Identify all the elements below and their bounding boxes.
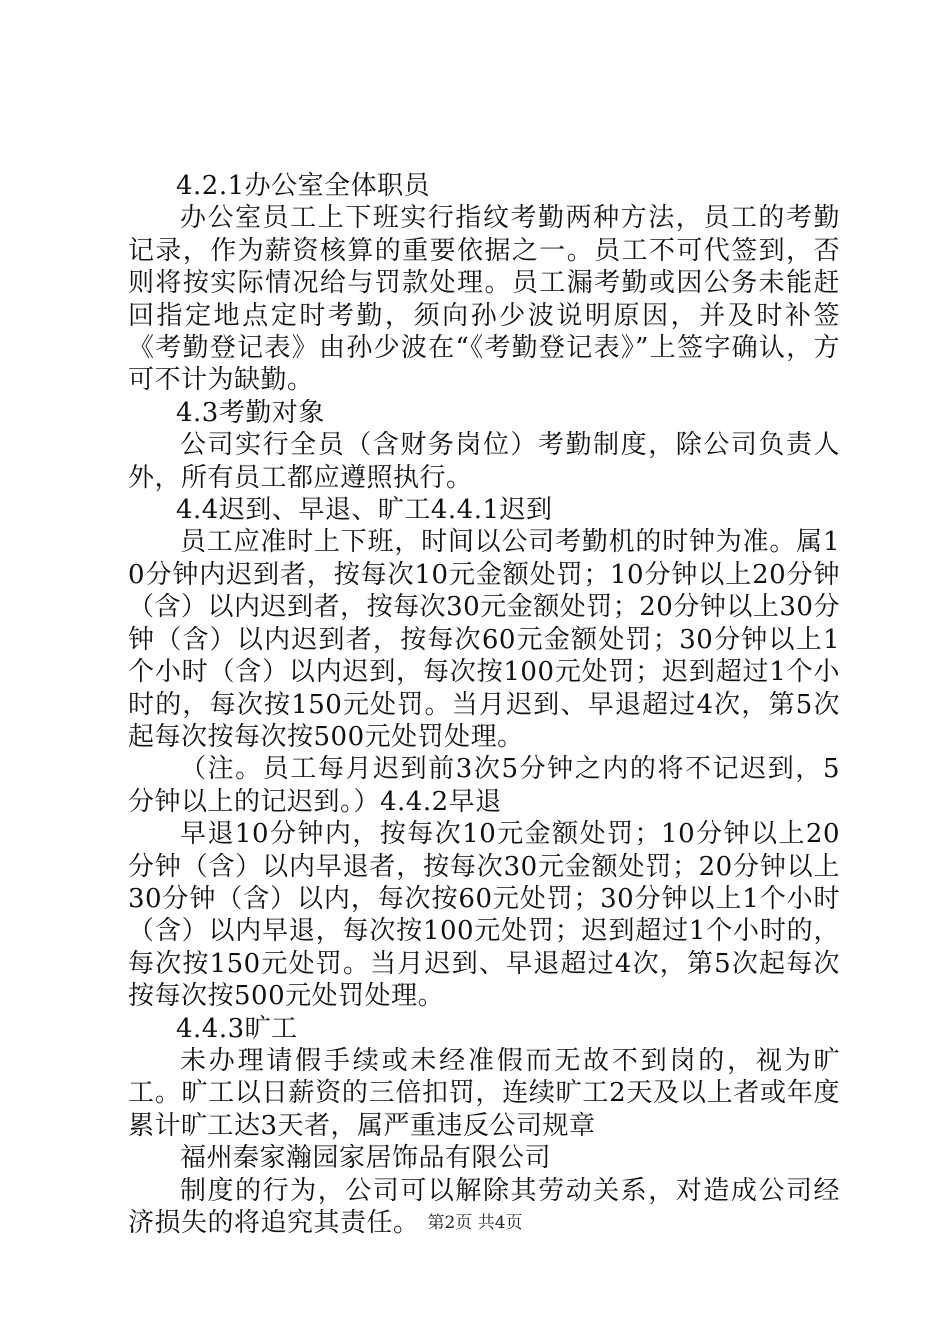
- company-name: 福州秦家瀚园家居饰品有限公司: [180, 1143, 552, 1174]
- section-heading-4-4: 4.4迟到、早退、旷工4.4.1迟到: [176, 495, 553, 526]
- section-heading-4-3: 4.3考勤对象: [176, 397, 325, 428]
- section-heading-4-4-3: 4.4.3旷工: [176, 1013, 298, 1044]
- paragraph-attendance-scope: 公司实行全员（含财务岗位）考勤制度，除公司负责人外，所有员工都应遵照执行。: [128, 430, 840, 493]
- paragraph-termination: 制度的行为，公司可以解除其劳动关系，对造成公司经济损失的将追究其责任。: [128, 1175, 840, 1238]
- paragraph-absenteeism: 未办理请假手续或未经准假而无故不到岗的，视为旷工。旷工以日薪资的三倍扣罚，连续旷工2天及以上者或年度累计旷工达3天者，属严重违反公司规章: [128, 1045, 840, 1141]
- paragraph-early-leave-penalties: 早退10分钟内，按每次10元金额处罚；10分钟以上20分钟（含）以内早退者，按每次30元金额处罚；20分钟以上30分钟（含）以内，每次按60元处罚；30分钟以上1个小时（含）以内早退，每次按100元处罚；迟到超过1个小时的，每次按150元处罚。当月迟到、早退超过4次，第5次起每次按每次按500元处罚处理。: [128, 819, 840, 1012]
- page-number-footer: 第2页 共4页: [427, 1213, 523, 1233]
- paragraph-office-attendance: 办公室员工上下班实行指纹考勤两种方法，员工的考勤记录，作为薪资核算的重要依据之一。员工不可代签到，否则将按实际情况给与罚款处理。员工漏考勤或因公务未能赶回指定地点定时考勤，须向孙少波说明原因，并及时补签《考勤登记表》由孙少波在“《考勤登记表》”上签字确认，方可不计为缺勤。: [128, 203, 840, 396]
- document-body: [128, 170, 840, 1239]
- paragraph-note-early-leave: （注。员工每月迟到前3次5分钟之内的将不记迟到，5分钟以上的记迟到。）4.4.2早退: [128, 754, 840, 817]
- section-heading-4-2-1: 4.2.1办公室全体职员: [176, 171, 431, 201]
- paragraph-late-penalties: 员工应准时上下班，时间以公司考勤机的时钟为准。属10分钟内迟到者，按每次10元金额处罚；10分钟以上20分钟（含）以内迟到者，按每次30元金额处罚；20分钟以上30分钟（含）以内迟到者，按每次60元金额处罚；30分钟以上1个小时（含）以内迟到，每次按100元处罚；迟到超过1个小时的，每次按150元处罚。当月迟到、早退超过4次，第5次起每次按每次按500元处罚处理。: [128, 527, 840, 752]
